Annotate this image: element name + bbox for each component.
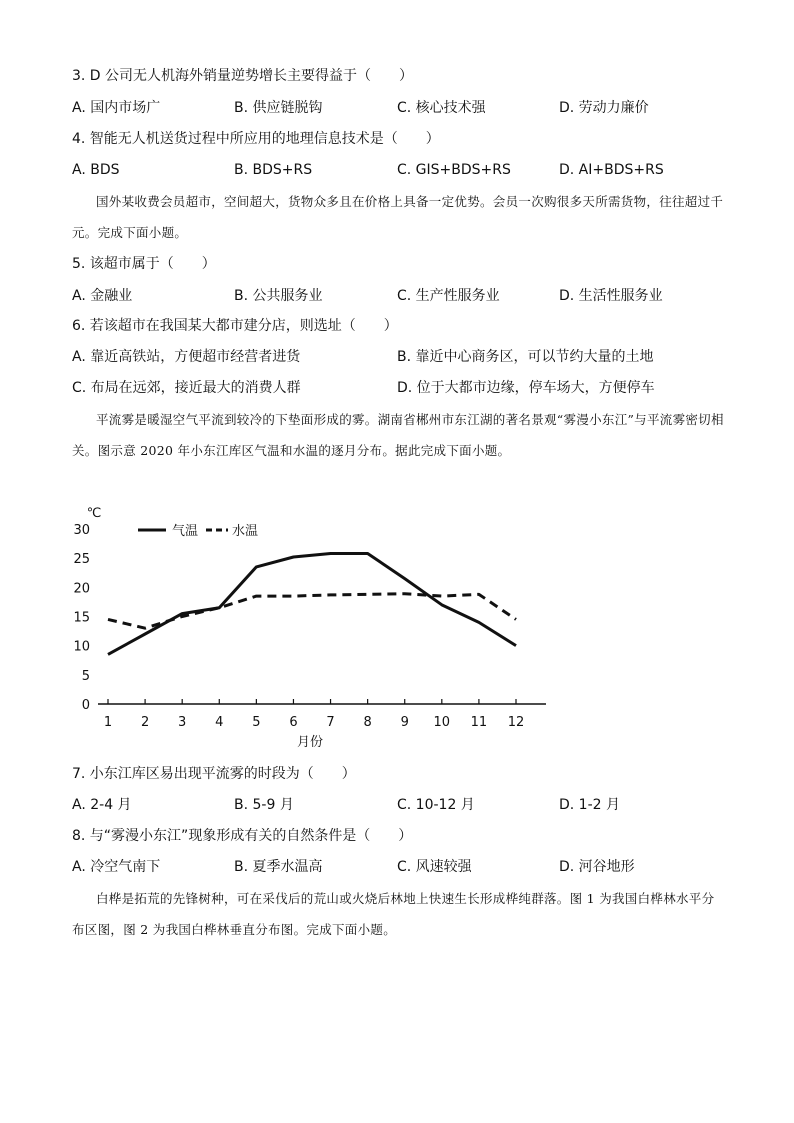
y-tick-label: 30	[73, 523, 90, 538]
passage-fog: 平流雾是暖湿空气平流到较冷的下垫面形成的雾。湖南省郴州市东江湖的著名景观“雾漫小东江”与平流雾密切相关。图示意 2020 年小东江库区气温和水温的逐月分布。据此完成下面小题。	[72, 412, 724, 458]
y-tick-label: 15	[73, 610, 90, 626]
question-3-option-d[interactable]: D. 劳动力廉价	[559, 100, 649, 116]
question-3-option-a[interactable]: A. 国内市场广	[72, 100, 161, 116]
question-3-option-c[interactable]: C. 核心技术强	[397, 100, 486, 116]
x-tick-label: 11	[470, 715, 488, 730]
legend-label-water-temp: 水温	[232, 524, 259, 539]
question-6-option-a[interactable]: A. 靠近高铁站，方便超市经营者进货	[72, 349, 301, 365]
x-tick-label: 3	[178, 715, 187, 730]
question-7-option-b[interactable]: B. 5-9 月	[234, 797, 294, 813]
question-6-stem: 6. 若该超市在我国某大都市建分店，则选址（ ）	[72, 318, 398, 334]
x-axis-label: 月份	[296, 735, 324, 750]
x-tick-label: 5	[252, 715, 261, 730]
passage-supermarket: 国外某收费会员超市，空间超大，货物众多且在价格上具备一定优势。会员一次购很多天所需货物，往往超过千元。完成下面小题。	[72, 194, 724, 240]
question-5-option-a[interactable]: A. 金融业	[72, 288, 133, 304]
question-8-option-b[interactable]: B. 夏季水温高	[234, 859, 323, 875]
y-tick-label: 10	[73, 639, 90, 655]
x-tick-label: 6	[289, 715, 298, 730]
question-4-option-a[interactable]: A. BDS	[72, 162, 120, 178]
question-4-stem: 4. 智能无人机送货过程中所应用的地理信息技术是（ ）	[72, 131, 440, 147]
x-tick-label: 2	[140, 715, 150, 730]
question-4-option-d[interactable]: D. AI+BDS+RS	[559, 162, 664, 178]
question-5-option-d[interactable]: D. 生活性服务业	[559, 288, 663, 304]
question-6-option-b[interactable]: B. 靠近中心商务区，可以节约大量的土地	[397, 349, 654, 365]
y-tick-label: 5	[81, 668, 90, 684]
question-5-stem: 5. 该超市属于（ ）	[72, 256, 216, 272]
question-4-option-c[interactable]: C. GIS+BDS+RS	[397, 162, 511, 178]
y-tick-label: 25	[73, 552, 90, 568]
question-8-option-c[interactable]: C. 风速较强	[397, 859, 472, 875]
x-tick-label: 1	[103, 715, 113, 730]
passage-birch: 白桦是拓荒的先锋树种，可在采伐后的荒山或火烧后林地上快速生长形成桦纯群落。图 1 为我国白桦林水平分布区图，图 2 为我国白桦林垂直分布图。完成下面小题。	[72, 891, 715, 937]
question-3-option-b[interactable]: B. 供应链脱钩	[234, 100, 323, 116]
question-7-option-d[interactable]: D. 1-2 月	[559, 797, 620, 813]
y-axis-label: ℃	[86, 506, 102, 521]
x-tick-label: 9	[400, 715, 409, 730]
question-7-option-a[interactable]: A. 2-4 月	[72, 797, 132, 813]
question-6-option-d[interactable]: D. 位于大都市边缘，停车场大，方便停车	[397, 380, 655, 396]
question-4-option-b[interactable]: B. BDS+RS	[234, 162, 313, 178]
question-8-option-d[interactable]: D. 河谷地形	[559, 859, 635, 875]
question-8-option-a[interactable]: A. 冷空气南下	[72, 859, 161, 875]
temperature-chart	[60, 492, 560, 752]
question-3-stem: 3. D 公司无人机海外销量逆势增长主要得益于（ ）	[72, 68, 414, 84]
x-tick-label: 4	[215, 715, 224, 730]
legend-label-air-temp: 气温	[172, 524, 199, 539]
x-tick-label: 7	[326, 715, 335, 730]
question-7-option-c[interactable]: C. 10-12 月	[397, 797, 475, 813]
y-tick-label: 0	[81, 698, 90, 713]
question-8-stem: 8. 与“雾漫小东江”现象形成有关的自然条件是（ ）	[72, 828, 413, 844]
question-5-option-c[interactable]: C. 生产性服务业	[397, 288, 500, 304]
x-tick-label: 12	[507, 715, 525, 730]
y-tick-label: 20	[73, 581, 90, 597]
x-tick-label: 10	[433, 715, 451, 730]
question-6-option-c[interactable]: C. 布局在远郊，接近最大的消费人群	[72, 380, 301, 396]
x-tick-label: 8	[363, 715, 372, 730]
question-5-option-b[interactable]: B. 公共服务业	[234, 288, 323, 304]
question-7-stem: 7. 小东江库区易出现平流雾的时段为（ ）	[72, 766, 356, 782]
series-line-air-temp	[108, 554, 516, 655]
